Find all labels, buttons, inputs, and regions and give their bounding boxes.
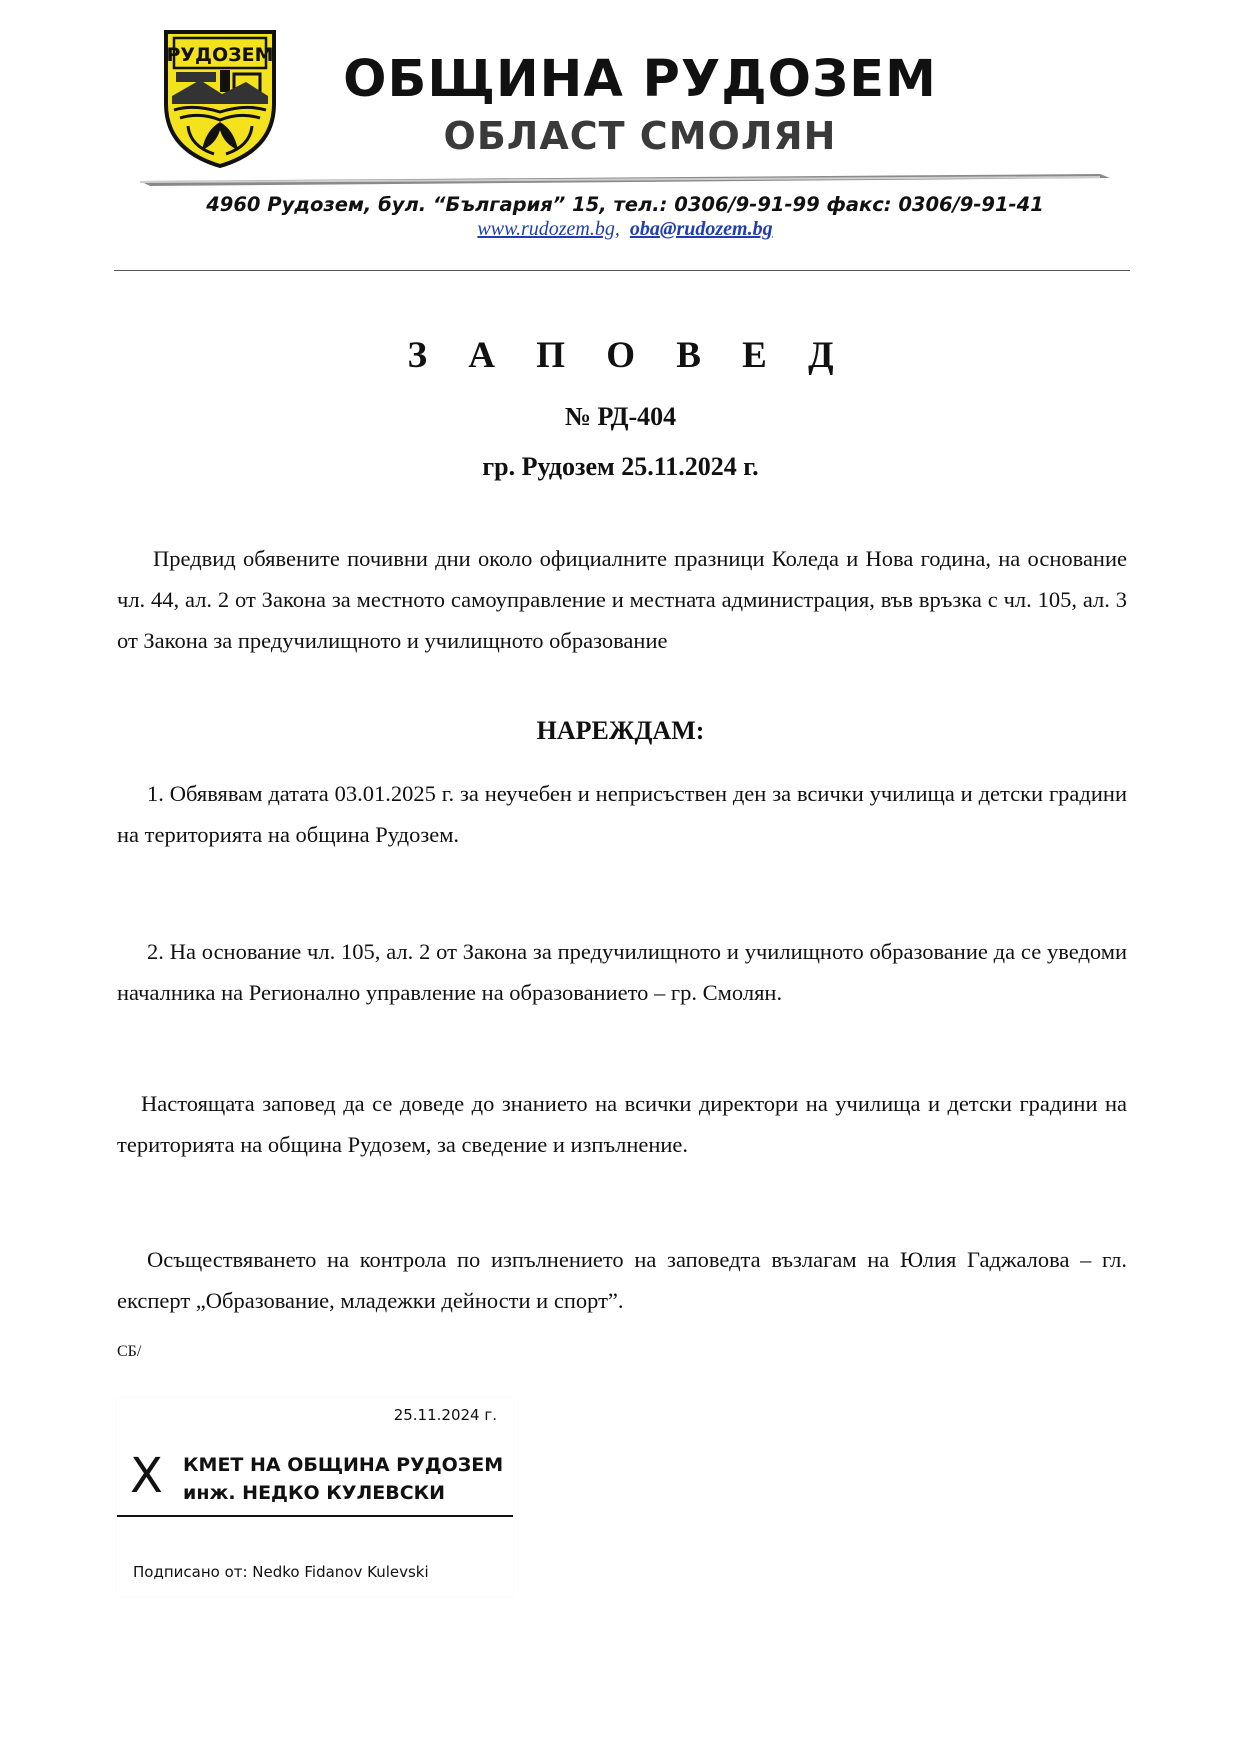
control-paragraph: Осъществяването на контрола по изпълнението на заповедта възлагам на Юлия Гаджалова – гл. експерт „Образование, младежки дейности и спорт”.: [117, 1247, 1127, 1313]
order-heading: НАРЕЖДАМ:: [536, 716, 705, 745]
signature-date: 25.11.2024 г.: [393, 1406, 497, 1424]
intro-paragraph: Предвид обявените почивни дни около официалните празници Коледа и Нова година, на основание чл. 44, ал. 2 от Закона за местното самоуправление и местната администрация, във връзка с чл. 105, ал. 3 от Закона за предучилищното и училищното образование: [117, 546, 1127, 653]
email-link[interactable]: oba@rudozem.bg: [629, 218, 773, 240]
signature-line: [117, 1515, 513, 1517]
signatory-name: инж. НЕДКО КУЛЕВСКИ: [183, 1482, 446, 1504]
header-decorative-rule: [140, 174, 1110, 186]
header-separator: [114, 270, 1130, 271]
digital-signature-box[interactable]: [117, 1398, 513, 1596]
document-place-date: гр. Рудозем 25.11.2024 г.: [482, 452, 759, 481]
order-item-1: 1. Обявявам датата 03.01.2025 г. за неучебен и неприсъствен ден за всички училища и детски градини на територията на община Рудозем.: [117, 781, 1127, 847]
municipality-title: ОБЩИНА РУДОЗЕМ: [343, 50, 937, 109]
document-number: № РД-404: [564, 402, 677, 431]
contact-links: [140, 218, 1110, 241]
notice-paragraph: Настоящата заповед да се доведе до знанието на всички директори на училища и детски градини на територията на община Рудозем, за сведение и изпълнение.: [117, 1091, 1127, 1157]
svg-text:РУДОЗЕМ: РУДОЗЕМ: [166, 44, 274, 66]
municipality-coat-of-arms-logo: [160, 22, 280, 170]
author-initials: СБ/: [117, 1343, 142, 1360]
signed-by-text: Подписано от: Nedko Fidanov Kulevski: [133, 1563, 429, 1581]
signature-mark: X: [130, 1448, 163, 1504]
signatory-role: КМЕТ НА ОБЩИНА РУДОЗЕМ: [183, 1454, 504, 1476]
region-subtitle: ОБЛАСТ СМОЛЯН: [443, 114, 837, 158]
document-title: З А П О В Е Д: [407, 335, 850, 376]
order-item-2: 2. На основание чл. 105, ал. 2 от Закона за предучилищното и училищното образование да се уведоми началника на Регионално управление на образованието – гр. Смолян.: [117, 939, 1127, 1005]
website-link[interactable]: www.rudozem.bg,: [477, 218, 620, 240]
contact-address: 4960 Рудозем, бул. “България” 15, тел.: 0306/9-91-99 факс: 0306/9-91-41: [206, 193, 1044, 216]
